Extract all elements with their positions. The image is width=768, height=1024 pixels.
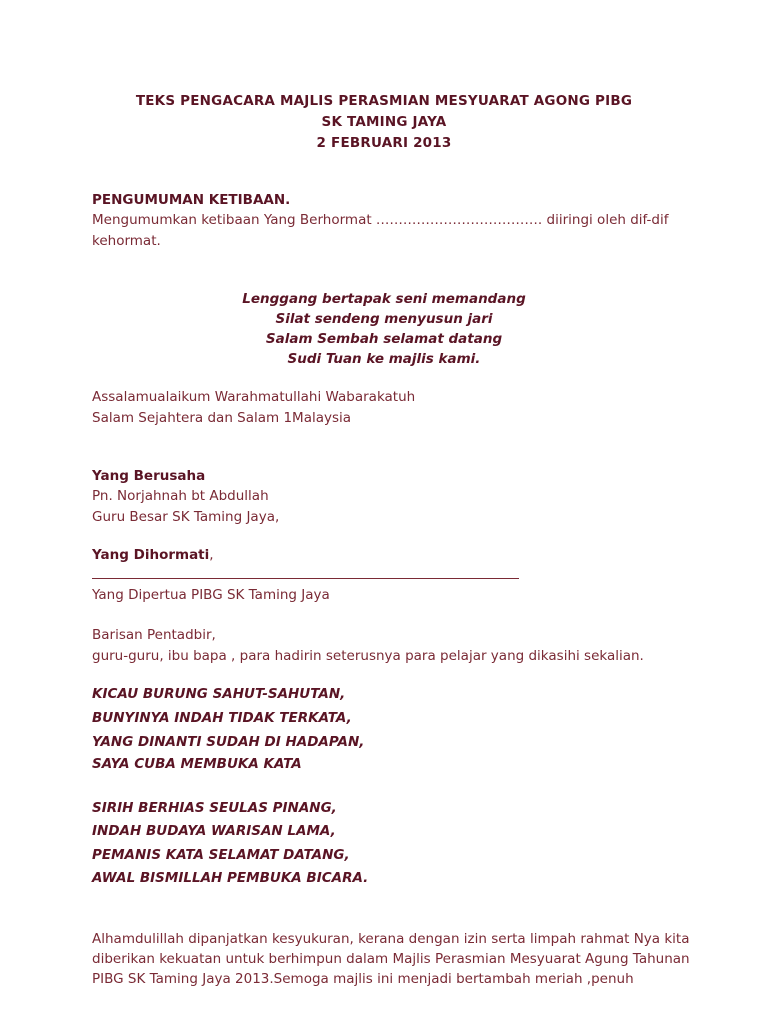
yang-dihormati-comma: ,: [209, 547, 214, 563]
pantun3-line-2: INDAH BUDAYA WARISAN LAMA,: [92, 823, 336, 839]
pantun1-line-1: Lenggang bertapak seni memandang: [242, 291, 526, 307]
greeting-line-2: Salam Sejahtera dan Salam 1Malaysia: [92, 410, 352, 426]
closing-line-3: PIBG SK Taming Jaya 2013.Semoga majlis ini menjadi bertambah meriah ,penuh: [92, 971, 634, 987]
document-title-line-2: SK TAMING JAYA: [321, 114, 447, 130]
announcement-text-1: Mengumumkan ketibaan Yang Berhormat ………………………………. diiringi oleh dif-dif: [92, 212, 669, 228]
announcement-text-2: kehormat.: [92, 233, 161, 249]
pantun1-line-3: Salam Sembah selamat datang: [265, 331, 503, 347]
yang-dihormati-heading: Yang Dihormati: [92, 547, 210, 563]
greeting-line-1: Assalamualaikum Warahmatullahi Wabarakatuh: [92, 389, 416, 405]
pantun1-line-4: Sudi Tuan ke majlis kami.: [287, 351, 481, 367]
yang-berusaha-title: Guru Besar SK Taming Jaya,: [92, 509, 280, 525]
audience-line-2: guru-guru, ibu bapa , para hadirin seterusnya para pelajar yang dikasihi sekalian.: [92, 648, 644, 664]
pantun2-line-4: SAYA CUBA MEMBUKA KATA: [92, 756, 302, 772]
pantun2-line-2: BUNYINYA INDAH TIDAK TERKATA,: [92, 710, 352, 726]
document-title-line-3: 2 FEBRUARI 2013: [316, 135, 452, 151]
closing-line-2: diberikan kekuatan untuk berhimpun dalam Majlis Perasmian Mesyuarat Agung Tahunan: [92, 951, 690, 967]
yang-berusaha-heading: Yang Berusaha: [92, 468, 206, 484]
pantun3-line-1: SIRIH BERHIAS SEULAS PINANG,: [92, 800, 337, 816]
pantun2-line-1: KICAU BURUNG SAHUT-SAHUTAN,: [92, 686, 346, 702]
blank-name-underline: [92, 578, 519, 579]
yang-dihormati-title: Yang Dipertua PIBG SK Taming Jaya: [92, 587, 330, 603]
pantun2-line-3: YANG DINANTI SUDAH DI HADAPAN,: [92, 734, 365, 750]
yang-berusaha-name: Pn. Norjahnah bt Abdullah: [92, 488, 269, 504]
document-title-line-1: TEKS PENGACARA MAJLIS PERASMIAN MESYUARAT AGONG PIBG: [135, 93, 633, 109]
pantun3-line-3: PEMANIS KATA SELAMAT DATANG,: [92, 847, 350, 863]
closing-line-1: Alhamdulillah dipanjatkan kesyukuran, kerana dengan izin serta limpah rahmat Nya kita: [92, 931, 690, 947]
pantun3-line-4: AWAL BISMILLAH PEMBUKA BICARA.: [92, 870, 369, 886]
audience-line-1: Barisan Pentadbir,: [92, 627, 216, 643]
announcement-heading: PENGUMUMAN KETIBAAN.: [92, 192, 291, 208]
yang-dihormati-line: [92, 547, 214, 563]
pantun1-line-2: Silat sendeng menyusun jari: [275, 311, 493, 327]
